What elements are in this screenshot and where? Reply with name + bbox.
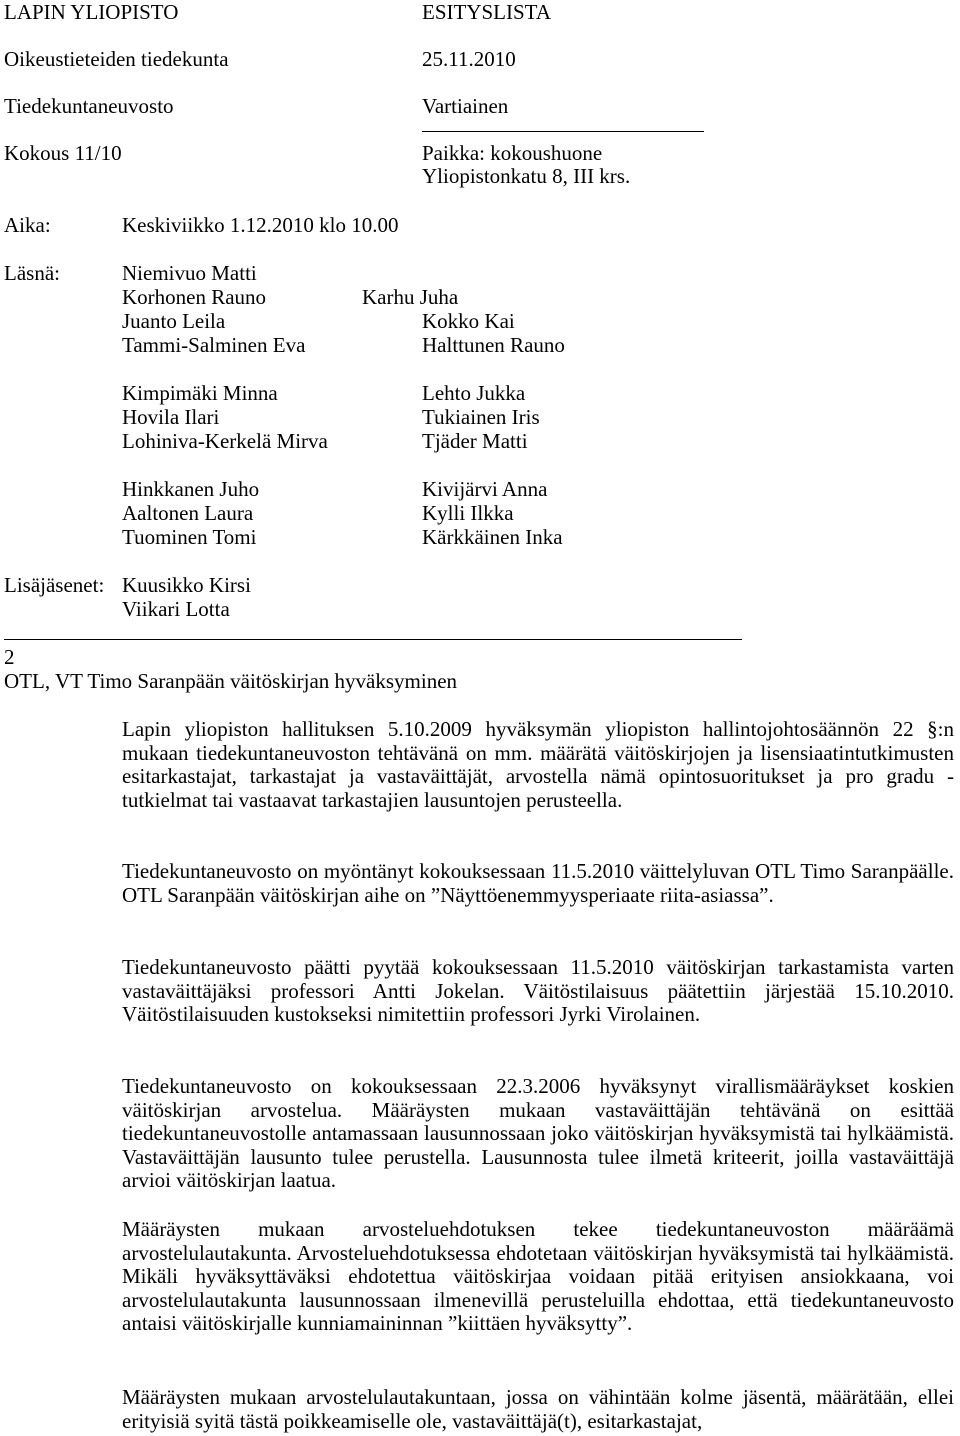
time-value: Keskiviikko 1.12.2010 klo 10.00 bbox=[122, 213, 399, 237]
present-chair: Niemivuo Matti bbox=[122, 261, 257, 285]
present-member: Halttunen Rauno bbox=[422, 333, 565, 357]
header-rule bbox=[422, 131, 704, 132]
meeting-place: Paikka: kokoushuone bbox=[422, 141, 603, 165]
additional-member: Kuusikko Kirsi bbox=[122, 573, 251, 597]
present-member: Tuominen Tomi bbox=[122, 525, 257, 549]
present-member: Kivijärvi Anna bbox=[422, 477, 548, 501]
present-member: Lohiniva-Kerkelä Mirva bbox=[122, 429, 328, 453]
present-member: Kimpimäki Minna bbox=[122, 381, 278, 405]
item-paragraph: Lapin yliopiston hallituksen 5.10.2009 hyväksymän yliopiston hallintojohtosäännön 22 §:n mukaan tiedekuntaneuvoston tehtävänä on mm. määrätä väitöskirjojen ja lisensiaatintutkimusten esitarkastajat, tarkastajat ja vastaväittäjät, arvostella nämä opintosuoritukset ja pro gradu -tutkielmat tai vastaavat tarkastajien lausuntojen perusteella. bbox=[122, 717, 954, 812]
present-label: Läsnä: bbox=[4, 261, 60, 285]
meeting-number: Kokous 11/10 bbox=[4, 141, 122, 165]
present-member: Tjäder Matti bbox=[422, 429, 528, 453]
present-member: Korhonen Rauno bbox=[122, 285, 267, 309]
body-name: Tiedekuntaneuvosto bbox=[4, 94, 174, 118]
present-member: Tukiainen Iris bbox=[422, 405, 540, 429]
present-member: Kylli Ilkka bbox=[422, 501, 514, 525]
additional-members-label: Lisäjäsenet: bbox=[4, 573, 105, 597]
document-type: ESITYSLISTA bbox=[422, 0, 551, 24]
item-title: OTL, VT Timo Saranpään väitöskirjan hyväksyminen bbox=[4, 669, 458, 693]
present-member: Karhu Juha bbox=[362, 285, 459, 309]
document-date: 25.11.2010 bbox=[422, 47, 516, 71]
meeting-address: Yliopistonkatu 8, III krs. bbox=[422, 164, 631, 188]
present-member: Aaltonen Laura bbox=[122, 501, 254, 525]
section-rule bbox=[4, 639, 742, 640]
present-member: Tammi-Salminen Eva bbox=[122, 333, 306, 357]
preparer-name: Vartiainen bbox=[422, 94, 509, 118]
present-member: Hinkkanen Juho bbox=[122, 477, 260, 501]
present-member: Juanto Leila bbox=[122, 309, 226, 333]
present-member: Kärkkäinen Inka bbox=[422, 525, 563, 549]
item-paragraph: Määräysten mukaan arvosteluehdotuksen tekee tiedekuntaneuvoston määräämä arvostelulautakunta. Arvosteluehdotuksessa ehdotetaan väitöskirjan hyväksymistä tai hylkäämistä. Mikäli hyväksyttäväksi ehdotettua väitöskirjaa voidaan pitää erityisen ansiokkaana, voi arvostelulautakunta lausunnossaan ilmenevillä perusteluilla ehdottaa, että tiedekuntaneuvosto antaisi väitöskirjalle kunniamaininnan ”kiittäen hyväksytty”. bbox=[122, 1217, 954, 1335]
present-member: Lehto Jukka bbox=[422, 381, 526, 405]
university-name: LAPIN YLIOPISTO bbox=[4, 0, 179, 24]
item-paragraph: Määräysten mukaan arvostelulautakuntaan, jossa on vähintään kolme jäsentä, määrätään, ellei erityisiä syitä tästä poikkeamiselle ole, vastaväittäjä(t), esitarkastajat, bbox=[122, 1385, 954, 1433]
faculty-name: Oikeustieteiden tiedekunta bbox=[4, 47, 229, 71]
item-paragraph: Tiedekuntaneuvosto päätti pyytää kokouksessaan 11.5.2010 väitöskirjan tarkastamista varten vastaväittäjäksi professori Antti Jokelan. Väitöstilaisuus päätettiin järjestää 15.10.2010. Väitöstilaisuuden kustokseksi nimitettiin professori Jyrki Virolainen. bbox=[122, 955, 954, 1026]
item-number: 2 bbox=[4, 645, 15, 669]
item-paragraph: Tiedekuntaneuvosto on myöntänyt kokouksessaan 11.5.2010 väittelyluvan OTL Timo Saranpäälle. OTL Saranpään väitöskirjan aihe on ”Näyttöenemmyysperiaate riita-asiassa”. bbox=[122, 859, 954, 907]
present-member: Hovila Ilari bbox=[122, 405, 220, 429]
time-label: Aika: bbox=[4, 213, 51, 237]
item-paragraph: Tiedekuntaneuvosto on kokouksessaan 22.3.2006 hyväksynyt virallismääräykset koskien väitöskirjan arvostelua. Määräysten mukaan vastaväittäjän tehtävänä on esittää tiedekuntaneuvostolle antamassaan lausunnossaan joko väitöskirjan hyväksymistä tai hylkäämistä. Vastaväittäjän lausunto tulee perustella. Lausunnosta tulee ilmetä kriteerit, joilla vastaväittäjä arvioi väitöskirjan laatua. bbox=[122, 1074, 954, 1192]
present-member: Kokko Kai bbox=[422, 309, 515, 333]
additional-member: Viikari Lotta bbox=[122, 597, 230, 621]
